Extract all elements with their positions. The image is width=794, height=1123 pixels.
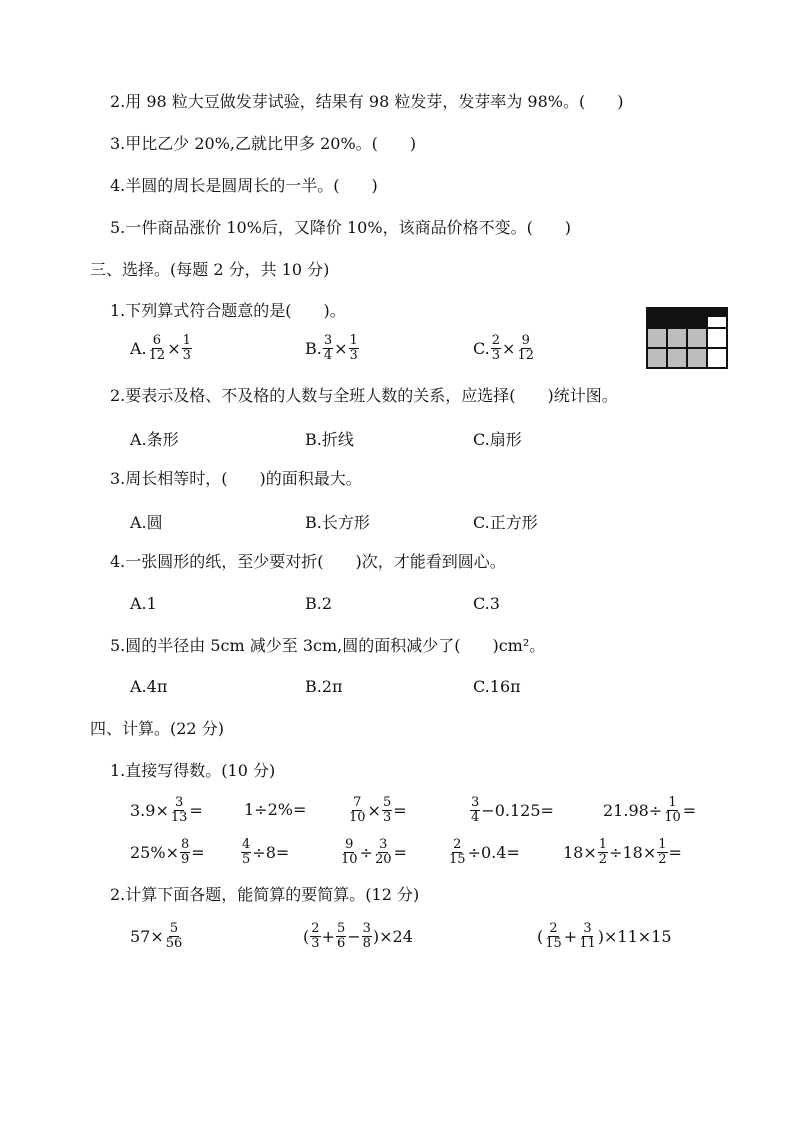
choice-q3-option-c: C.正方形 xyxy=(473,513,538,532)
calc-simplify-2: ( $\frac{2}{3}$ + $\frac{5}{6}$ − $\frac{3}{8}$ )×24 xyxy=(303,921,413,951)
choice-q5-stem: 5.圆的半径由 5cm 减少至 3cm,圆的面积减少了( )cm²。 xyxy=(110,636,546,655)
grid-cell xyxy=(687,328,707,348)
section-calc-heading: 四、计算。(22 分) xyxy=(90,719,224,738)
calc-expr-9: $\frac{2}{15}$ ÷0.4= xyxy=(449,837,520,867)
choice-q4-option-b: B.2 xyxy=(305,594,333,613)
judge-q5: 5.一件商品涨价 10%后，又降价 10%，该商品价格不变。( ) xyxy=(110,218,572,237)
calc-expr-3: $\frac{7}{10}$ × $\frac{5}{3}$ = xyxy=(349,795,407,825)
grid-cell xyxy=(707,328,727,348)
calc-expr-7: $\frac{4}{5}$ ÷8= xyxy=(242,837,290,867)
choice-q5-option-b: B.2π xyxy=(305,677,343,696)
calc-expr-8: $\frac{9}{10}$ ÷ $\frac{3}{20}$ = xyxy=(341,837,407,867)
calc-p1-stem: 1.直接写得数。(10 分) xyxy=(110,761,276,780)
judge-q4: 4.半圆的周长是圆周长的一半。( ) xyxy=(110,176,378,195)
shaded-grid-figure xyxy=(646,307,728,369)
choice-q5-option-c: C.16π xyxy=(473,677,521,696)
calc-expr-1: 3.9× $\frac{3}{13}$ = xyxy=(130,795,203,825)
judge-q3: 3.甲比乙少 20%,乙就比甲多 20%。( ) xyxy=(110,134,417,153)
calc-expr-4: $\frac{3}{4}$ −0.125= xyxy=(471,795,554,825)
choice-q4-option-a: A.1 xyxy=(130,594,157,613)
choice-q5-option-a: A.4π xyxy=(130,677,168,696)
calc-expr-2: 1÷2%= xyxy=(244,800,307,819)
choice-q3-option-b: B.长方形 xyxy=(305,513,370,532)
grid-cell xyxy=(667,308,687,328)
choice-q2-option-c: C.扇形 xyxy=(473,430,522,449)
grid-cell xyxy=(707,308,727,328)
grid-cell xyxy=(687,308,707,328)
choice-q2-option-b: B.折线 xyxy=(305,430,354,449)
choice-q3-stem: 3.周长相等时，( )的面积最大。 xyxy=(110,469,362,488)
choice-q1-option-c: C. $\frac{2}{3}$ × $\frac{9}{12}$ xyxy=(473,333,534,363)
choice-q4-stem: 4.一张圆形的纸，至少要对折( )次，才能看到圆心。 xyxy=(110,552,506,571)
choice-q1-option-b: B. $\frac{3}{4}$ × $\frac{1}{3}$ xyxy=(305,333,358,363)
choice-q1-option-a: A. $\frac{6}{12}$ × $\frac{1}{3}$ xyxy=(130,333,191,363)
calc-simplify-1: 57× $\frac{5}{56}$ xyxy=(130,921,183,951)
choice-q2-stem: 2.要表示及格、不及格的人数与全班人数的关系，应选择( )统计图。 xyxy=(110,386,618,405)
choice-q2-option-a: A.条形 xyxy=(130,430,179,449)
grid-cell xyxy=(667,328,687,348)
grid-cell xyxy=(687,348,707,368)
judge-q2: 2.用 98 粒大豆做发芽试验，结果有 98 粒发芽，发芽率为 98%。( ) xyxy=(110,92,624,111)
grid-cell xyxy=(647,328,667,348)
choice-q4-option-c: C.3 xyxy=(473,594,500,613)
calc-expr-10: 18× $\frac{1}{2}$ ÷18× $\frac{1}{2}$ = xyxy=(563,837,682,867)
calc-expr-5: 21.98÷ $\frac{1}{10}$ = xyxy=(603,795,697,825)
grid-cell xyxy=(647,348,667,368)
calc-p2-stem: 2.计算下面各题，能简算的要简算。(12 分) xyxy=(110,885,420,904)
grid-cell xyxy=(707,348,727,368)
grid-cell xyxy=(647,308,667,328)
calc-simplify-3: ( $\frac{2}{15}$ + $\frac{3}{11}$ )×11×15 xyxy=(537,921,672,951)
choice-q1-stem: 1.下列算式符合题意的是( )。 xyxy=(110,301,346,320)
grid-cell xyxy=(667,348,687,368)
choice-q3-option-a: A.圆 xyxy=(130,513,163,532)
calc-expr-6: 25%× $\frac{8}{9}$ = xyxy=(130,837,205,867)
section-choice-heading: 三、选择。(每题 2 分，共 10 分) xyxy=(90,260,330,279)
